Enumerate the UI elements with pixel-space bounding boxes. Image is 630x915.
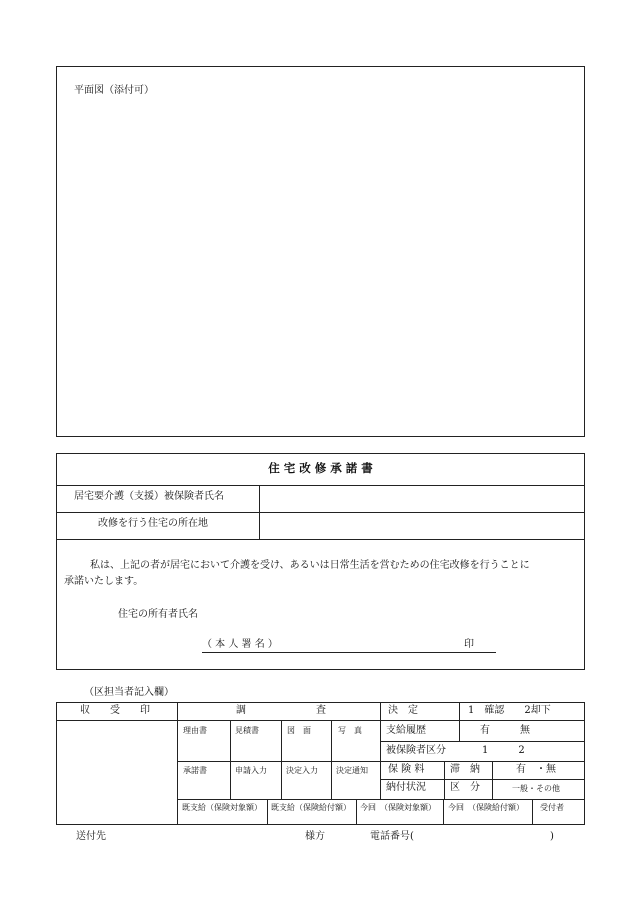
- survey-item-application-input: 申請入力: [235, 766, 267, 775]
- insured-name-field[interactable]: [260, 486, 584, 512]
- receipt-stamp-label: 収 受 印: [80, 705, 150, 716]
- honorific-label: 様方: [305, 831, 325, 842]
- decision-value: 1 確認 2却下: [468, 705, 551, 716]
- phone-label: 電話番号(: [370, 831, 414, 842]
- phone-field[interactable]: [424, 828, 544, 844]
- arrears-value: 有 ・無: [516, 764, 556, 775]
- current-benefit-amount-label: 今回 （保険給付額）: [448, 803, 524, 812]
- survey-item-drawing: 図 面: [287, 726, 311, 735]
- paid-benefit-amount-label: 既支給（保険給付額）: [271, 803, 351, 812]
- survey-item-decision-notice: 決定通知: [336, 766, 368, 775]
- receipt-stamp-area[interactable]: [57, 721, 176, 824]
- signature-underline: [202, 652, 496, 653]
- arrears-label: 滞 納: [450, 764, 480, 775]
- seal-label: 印: [464, 639, 474, 650]
- insured-class-value: 1 2: [482, 745, 525, 756]
- history-label: 支給履歴: [386, 725, 426, 736]
- receiver-label: 受付者: [540, 803, 564, 812]
- floor-plan-box: [56, 66, 585, 437]
- insured-name-label: 居宅要介護（支援）被保険者氏名: [74, 491, 224, 502]
- payment-status-label: 納付状況: [386, 782, 426, 793]
- signature-field[interactable]: [290, 634, 458, 652]
- category-label: 区 分: [450, 782, 480, 793]
- consent-body-line2: 承諾いたします。: [64, 576, 144, 587]
- floor-plan-label: 平面図（添付可）: [74, 85, 154, 96]
- office-note: （区担当者記入欄）: [84, 687, 174, 698]
- owner-name-label: 住宅の所有者氏名: [118, 609, 198, 620]
- survey-label: 調 査: [236, 705, 326, 716]
- survey-item-photo: 写 真: [338, 726, 362, 735]
- survey-item-estimate: 見積書: [235, 726, 259, 735]
- survey-item-consent: 承諾書: [183, 766, 207, 775]
- phone-close: ): [550, 831, 554, 842]
- paid-insured-amount-label: 既支給（保険対象額）: [182, 803, 262, 812]
- premium-label: 保 険 料: [388, 764, 425, 775]
- address-field[interactable]: [260, 513, 584, 539]
- survey-item-reason: 理由書: [183, 726, 207, 735]
- consent-body-line1: 私は、上記の者が居宅において介護を受け、あるいは日常生活を営むための住宅改修を行うことに: [90, 560, 530, 571]
- consent-title: 住 宅 改 修 承 諾 書: [268, 461, 373, 475]
- category-value: 一般・その他: [512, 784, 560, 793]
- decision-label: 決 定: [388, 705, 418, 716]
- send-to-label: 送付先: [76, 831, 106, 842]
- signature-label: （ 本 人 署 名 ）: [202, 639, 278, 650]
- send-to-field[interactable]: [120, 828, 300, 844]
- address-label: 改修を行う住宅の所在地: [98, 518, 208, 529]
- current-insured-amount-label: 今回 （保険対象額）: [360, 803, 436, 812]
- survey-item-decision-input: 決定入力: [286, 766, 318, 775]
- insured-class-label: 被保険者区分: [386, 745, 446, 756]
- history-value: 有 無: [480, 725, 530, 736]
